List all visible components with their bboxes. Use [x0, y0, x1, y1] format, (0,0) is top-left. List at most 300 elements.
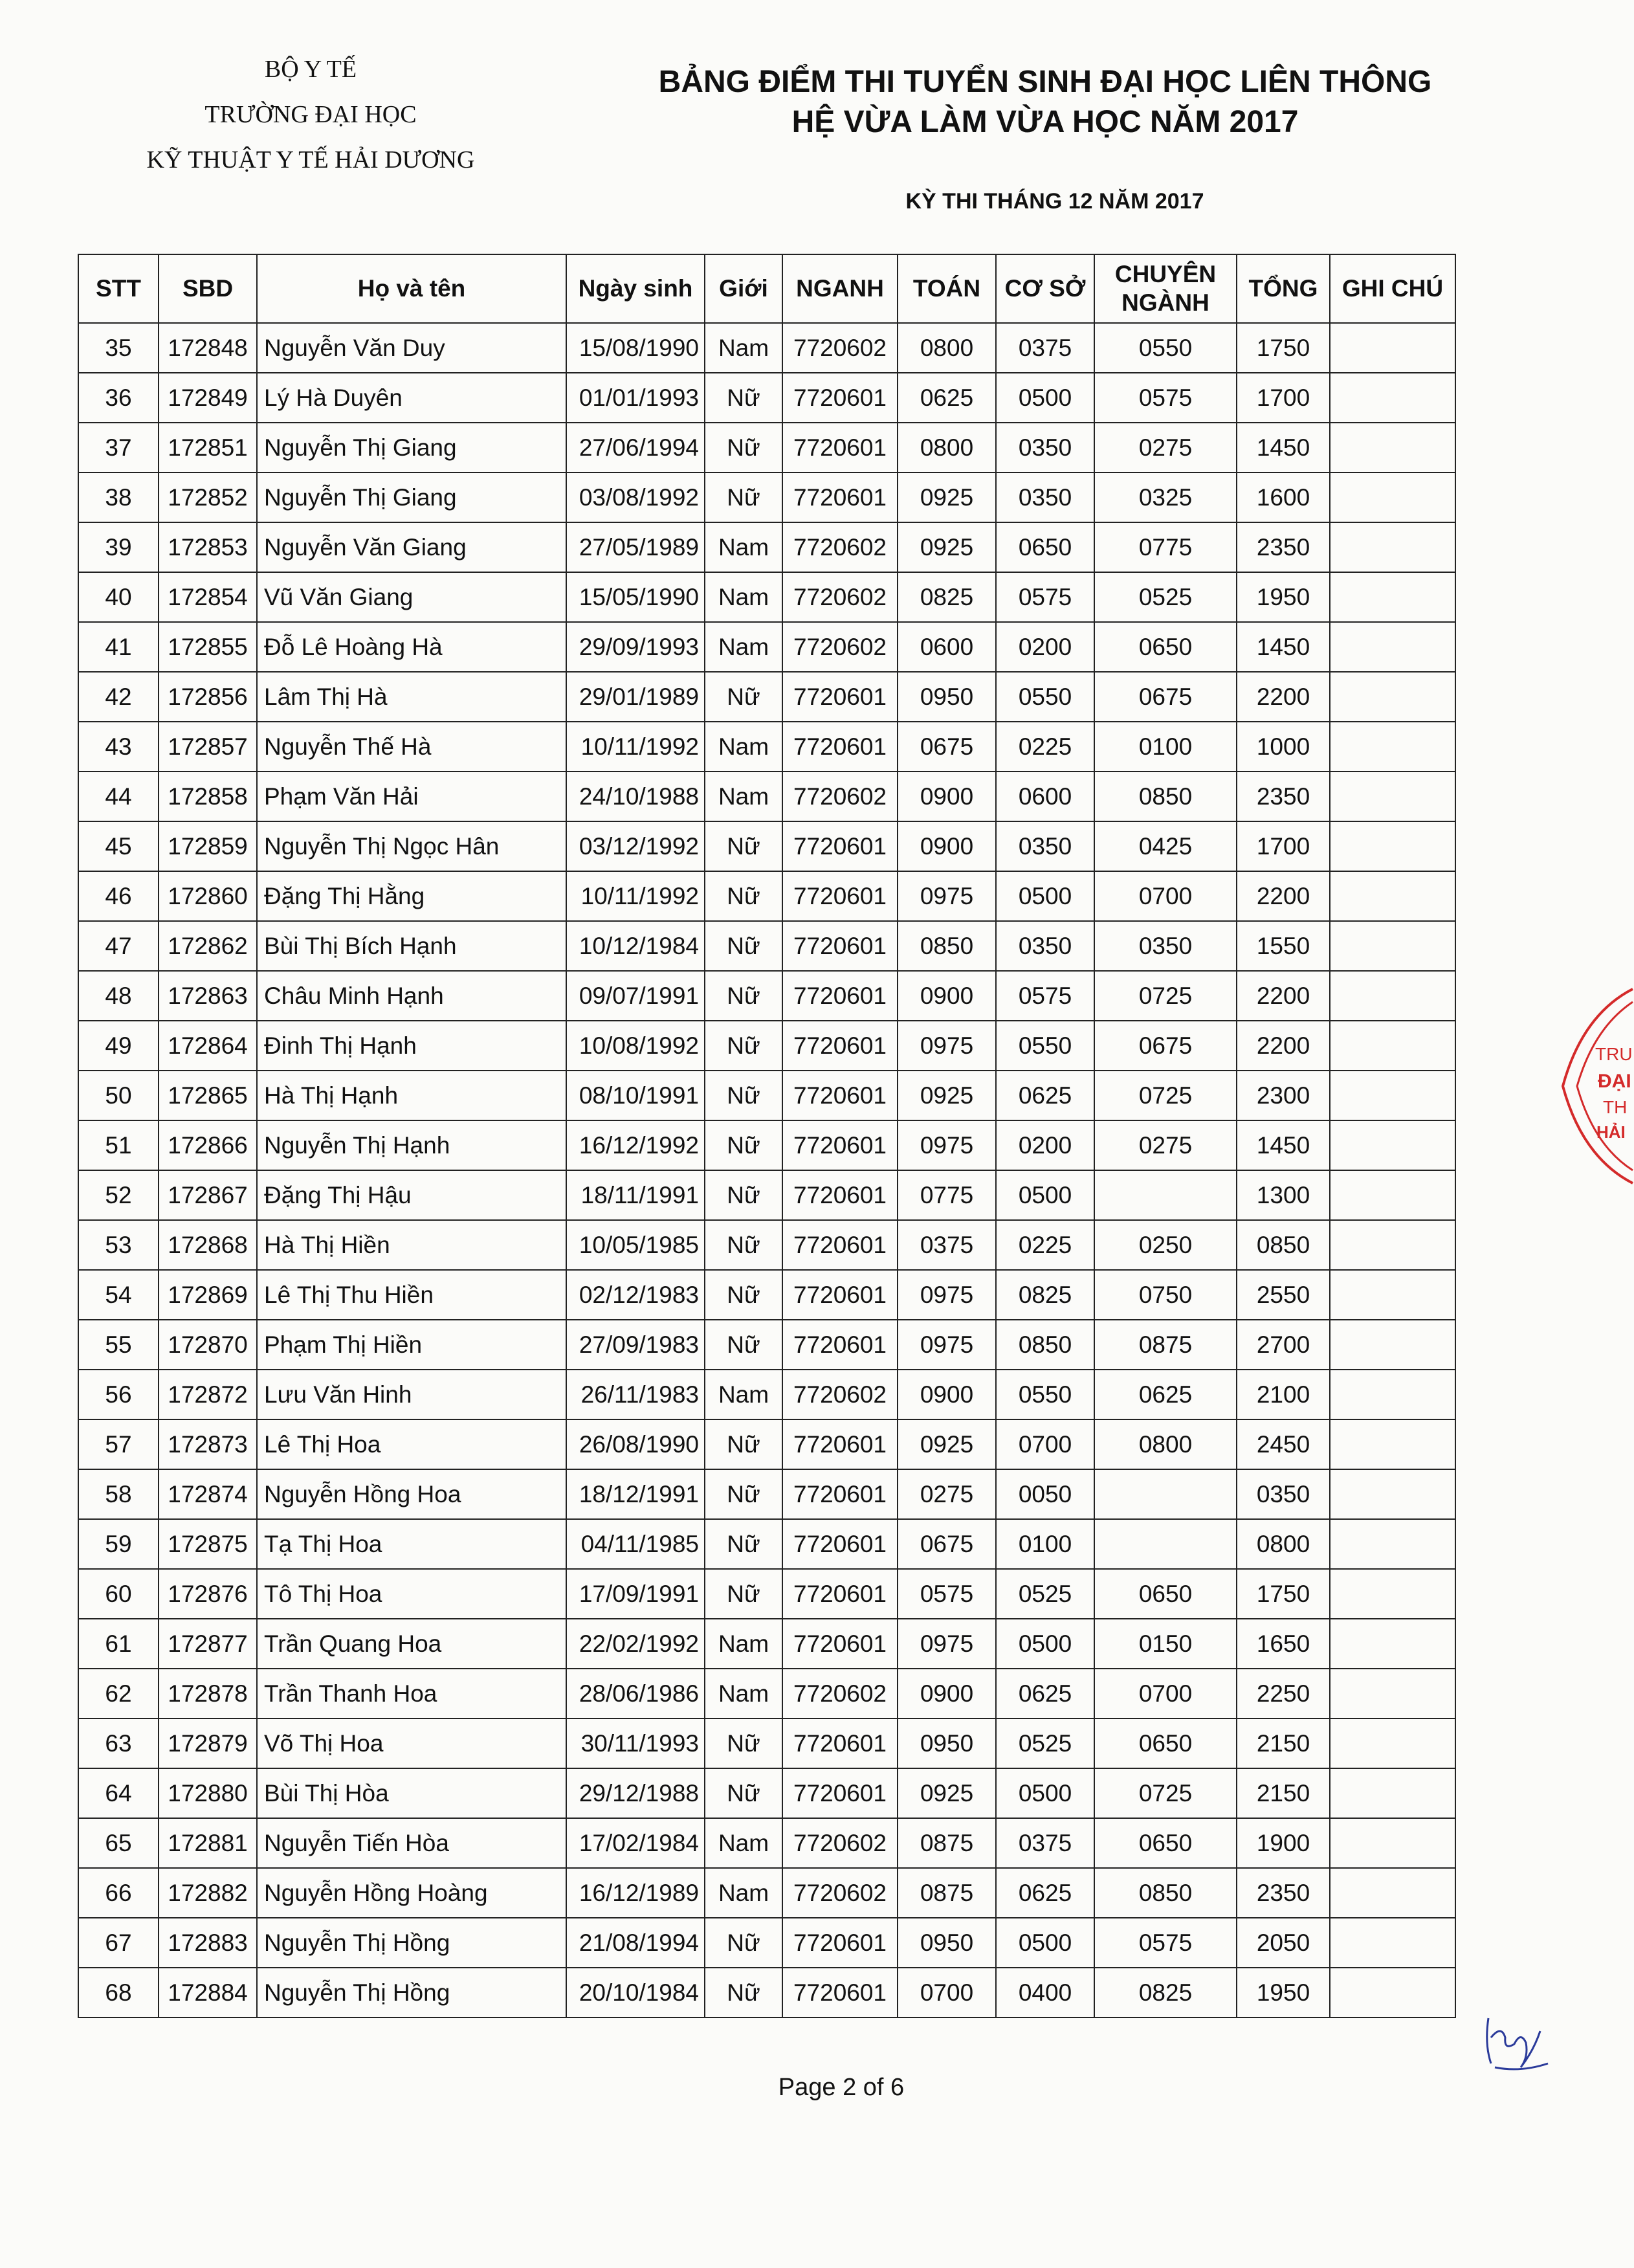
cell-gender: Nữ [705, 1968, 782, 2018]
issuer-block [97, 47, 524, 183]
col-dob: Ngày sinh [566, 254, 705, 323]
cell-specialty: 0825 [1094, 1968, 1237, 2018]
cell-dob: 27/06/1994 [566, 423, 705, 472]
cell-major: 7720602 [782, 522, 898, 572]
cell-gender: Nữ [705, 1768, 782, 1818]
cell-name: Nguyễn Tiến Hòa [257, 1818, 566, 1868]
cell-name: Nguyễn Hồng Hoàng [257, 1868, 566, 1918]
cell-dob: 09/07/1991 [566, 971, 705, 1021]
cell-name: Đặng Thị Hậu [257, 1170, 566, 1220]
cell-base: 0850 [996, 1320, 1094, 1370]
cell-major: 7720602 [782, 1868, 898, 1918]
cell-stt: 50 [78, 1071, 159, 1120]
cell-stt: 51 [78, 1120, 159, 1170]
cell-total: 2300 [1237, 1071, 1330, 1120]
cell-note [1330, 1519, 1455, 1569]
cell-stt: 52 [78, 1170, 159, 1220]
cell-specialty: 0625 [1094, 1370, 1237, 1419]
cell-math: 0575 [898, 1569, 996, 1619]
cell-note [1330, 423, 1455, 472]
table-row [78, 622, 1455, 672]
cell-gender: Nam [705, 1370, 782, 1419]
cell-sbd: 172854 [159, 572, 257, 622]
cell-sbd: 172875 [159, 1519, 257, 1569]
cell-base: 0575 [996, 971, 1094, 1021]
cell-name: Trần Thanh Hoa [257, 1669, 566, 1718]
cell-specialty: 0425 [1094, 821, 1237, 871]
cell-dob: 22/02/1992 [566, 1619, 705, 1669]
cell-name: Võ Thị Hoa [257, 1718, 566, 1768]
cell-sbd: 172869 [159, 1270, 257, 1320]
cell-name: Tạ Thị Hoa [257, 1519, 566, 1569]
cell-dob: 30/11/1993 [566, 1718, 705, 1768]
cell-math: 0950 [898, 672, 996, 722]
cell-major: 7720601 [782, 1519, 898, 1569]
cell-base: 0500 [996, 1918, 1094, 1968]
cell-note [1330, 921, 1455, 971]
cell-dob: 17/09/1991 [566, 1569, 705, 1619]
cell-name: Bùi Thị Bích Hạnh [257, 921, 566, 971]
cell-note [1330, 522, 1455, 572]
cell-gender: Nữ [705, 1569, 782, 1619]
table-row [78, 921, 1455, 971]
cell-sbd: 172867 [159, 1170, 257, 1220]
cell-dob: 16/12/1989 [566, 1868, 705, 1918]
cell-note [1330, 1071, 1455, 1120]
cell-gender: Nam [705, 1669, 782, 1718]
cell-name: Nguyễn Thế Hà [257, 722, 566, 772]
table-row [78, 572, 1455, 622]
cell-dob: 18/12/1991 [566, 1469, 705, 1519]
cell-math: 0375 [898, 1220, 996, 1270]
cell-base: 0650 [996, 522, 1094, 572]
cell-total: 1450 [1237, 622, 1330, 672]
cell-name: Trần Quang Hoa [257, 1619, 566, 1669]
cell-note [1330, 1370, 1455, 1419]
table-row [78, 472, 1455, 522]
cell-dob: 03/12/1992 [566, 821, 705, 871]
cell-math: 0850 [898, 921, 996, 971]
cell-math: 0600 [898, 622, 996, 672]
table-row [78, 1669, 1455, 1718]
cell-major: 7720601 [782, 1469, 898, 1519]
cell-sbd: 172862 [159, 921, 257, 971]
table-row [78, 1220, 1455, 1270]
table-row [78, 1968, 1455, 2018]
table-row [78, 1918, 1455, 1968]
cell-stt: 41 [78, 622, 159, 672]
cell-name: Lê Thị Hoa [257, 1419, 566, 1469]
cell-specialty: 0525 [1094, 572, 1237, 622]
cell-sbd: 172858 [159, 772, 257, 821]
table-row [78, 1370, 1455, 1419]
cell-total: 1900 [1237, 1818, 1330, 1868]
cell-name: Hà Thị Hiền [257, 1220, 566, 1270]
cell-math: 0900 [898, 772, 996, 821]
cell-major: 7720601 [782, 921, 898, 971]
cell-math: 0825 [898, 572, 996, 622]
col-specialty [1094, 254, 1237, 323]
cell-math: 0875 [898, 1818, 996, 1868]
cell-dob: 17/02/1984 [566, 1818, 705, 1868]
col-base: CƠ SỞ [996, 254, 1094, 323]
cell-base: 0050 [996, 1469, 1094, 1519]
col-total: TỔNG [1237, 254, 1330, 323]
school-name-line1: TRƯỜNG ĐẠI HỌC [204, 101, 417, 128]
cell-note [1330, 1120, 1455, 1170]
cell-specialty: 0350 [1094, 921, 1237, 971]
cell-note [1330, 722, 1455, 772]
initials-signature [1475, 2005, 1553, 2076]
cell-base: 0500 [996, 1170, 1094, 1220]
cell-math: 0675 [898, 1519, 996, 1569]
cell-stt: 42 [78, 672, 159, 722]
cell-stt: 60 [78, 1569, 159, 1619]
cell-sbd: 172878 [159, 1669, 257, 1718]
col-gender: Giới [705, 254, 782, 323]
cell-stt: 54 [78, 1270, 159, 1320]
cell-total: 2550 [1237, 1270, 1330, 1320]
cell-base: 0500 [996, 373, 1094, 423]
cell-math: 0950 [898, 1918, 996, 1968]
cell-math: 0900 [898, 971, 996, 1021]
cell-base: 0225 [996, 722, 1094, 772]
score-body [78, 323, 1455, 2018]
cell-gender: Nam [705, 622, 782, 672]
cell-base: 0625 [996, 1868, 1094, 1918]
cell-dob: 10/12/1984 [566, 921, 705, 971]
cell-base: 0350 [996, 472, 1094, 522]
cell-major: 7720602 [782, 1370, 898, 1419]
cell-specialty: 0650 [1094, 1569, 1237, 1619]
cell-total: 1750 [1237, 323, 1330, 373]
cell-base: 0625 [996, 1669, 1094, 1718]
cell-math: 0975 [898, 1270, 996, 1320]
cell-total: 0850 [1237, 1220, 1330, 1270]
cell-note [1330, 1021, 1455, 1071]
cell-gender: Nữ [705, 472, 782, 522]
cell-total: 1450 [1237, 423, 1330, 472]
cell-name: Nguyễn Thị Giang [257, 423, 566, 472]
cell-base: 0500 [996, 1619, 1094, 1669]
cell-stt: 48 [78, 971, 159, 1021]
cell-math: 0900 [898, 1669, 996, 1718]
red-stamp-fragment [1556, 976, 1634, 1196]
cell-stt: 65 [78, 1818, 159, 1868]
cell-note [1330, 1170, 1455, 1220]
cell-sbd: 172856 [159, 672, 257, 722]
cell-specialty: 0575 [1094, 373, 1237, 423]
cell-sbd: 172870 [159, 1320, 257, 1370]
table-row [78, 323, 1455, 373]
cell-note [1330, 323, 1455, 373]
cell-stt: 66 [78, 1868, 159, 1918]
cell-total: 2200 [1237, 971, 1330, 1021]
cell-stt: 49 [78, 1021, 159, 1071]
cell-sbd: 172857 [159, 722, 257, 772]
cell-dob: 10/05/1985 [566, 1220, 705, 1270]
cell-dob: 03/08/1992 [566, 472, 705, 522]
col-name: Họ và tên [257, 254, 566, 323]
cell-name: Hà Thị Hạnh [257, 1071, 566, 1120]
cell-name: Nguyễn Thị Ngọc Hân [257, 821, 566, 871]
cell-name: Châu Minh Hạnh [257, 971, 566, 1021]
cell-dob: 02/12/1983 [566, 1270, 705, 1320]
cell-math: 0925 [898, 1071, 996, 1120]
cell-gender: Nữ [705, 1270, 782, 1320]
cell-specialty: 0650 [1094, 1718, 1237, 1768]
cell-stt: 64 [78, 1768, 159, 1818]
table-row [78, 1818, 1455, 1868]
cell-name: Lý Hà Duyên [257, 373, 566, 423]
cell-gender: Nữ [705, 821, 782, 871]
cell-specialty: 0275 [1094, 423, 1237, 472]
cell-stt: 37 [78, 423, 159, 472]
cell-dob: 29/09/1993 [566, 622, 705, 672]
cell-total: 2050 [1237, 1918, 1330, 1968]
cell-stt: 56 [78, 1370, 159, 1419]
cell-math: 0975 [898, 1120, 996, 1170]
cell-math: 0925 [898, 1419, 996, 1469]
cell-dob: 18/11/1991 [566, 1170, 705, 1220]
cell-dob: 20/10/1984 [566, 1968, 705, 2018]
cell-specialty: 0700 [1094, 871, 1237, 921]
cell-total: 2200 [1237, 1021, 1330, 1071]
cell-gender: Nam [705, 323, 782, 373]
cell-stt: 55 [78, 1320, 159, 1370]
cell-base: 0350 [996, 423, 1094, 472]
cell-base: 0400 [996, 1968, 1094, 2018]
cell-specialty: 0550 [1094, 323, 1237, 373]
cell-base: 0200 [996, 1120, 1094, 1170]
cell-note [1330, 1918, 1455, 1968]
cell-math: 0700 [898, 1968, 996, 2018]
cell-gender: Nam [705, 722, 782, 772]
table-row [78, 1469, 1455, 1519]
cell-name: Nguyễn Thị Hồng [257, 1968, 566, 2018]
table-row [78, 722, 1455, 772]
cell-base: 0350 [996, 821, 1094, 871]
cell-base: 0375 [996, 1818, 1094, 1868]
cell-specialty: 0875 [1094, 1320, 1237, 1370]
cell-major: 7720601 [782, 672, 898, 722]
cell-major: 7720601 [782, 1120, 898, 1170]
table-row [78, 871, 1455, 921]
table-row [78, 1170, 1455, 1220]
cell-base: 0700 [996, 1419, 1094, 1469]
cell-total: 2100 [1237, 1370, 1330, 1419]
cell-sbd: 172855 [159, 622, 257, 672]
cell-specialty [1094, 1170, 1237, 1220]
cell-stt: 45 [78, 821, 159, 871]
cell-major: 7720601 [782, 1718, 898, 1768]
cell-name: Đặng Thị Hằng [257, 871, 566, 921]
cell-math: 0925 [898, 1768, 996, 1818]
cell-stt: 67 [78, 1918, 159, 1968]
cell-name: Lưu Văn Hinh [257, 1370, 566, 1419]
cell-name: Đỗ Lê Hoàng Hà [257, 622, 566, 672]
cell-note [1330, 1768, 1455, 1818]
cell-dob: 01/01/1993 [566, 373, 705, 423]
cell-major: 7720602 [782, 1818, 898, 1868]
cell-sbd: 172873 [159, 1419, 257, 1469]
cell-sbd: 172868 [159, 1220, 257, 1270]
cell-math: 0800 [898, 323, 996, 373]
cell-name: Nguyễn Thị Hồng [257, 1918, 566, 1968]
cell-sbd: 172863 [159, 971, 257, 1021]
stamp-seal [1556, 976, 1634, 1196]
cell-total: 2350 [1237, 1868, 1330, 1918]
cell-specialty: 0150 [1094, 1619, 1237, 1669]
cell-dob: 26/11/1983 [566, 1370, 705, 1419]
cell-base: 0625 [996, 1071, 1094, 1120]
cell-gender: Nữ [705, 871, 782, 921]
cell-gender: Nam [705, 572, 782, 622]
cell-base: 0550 [996, 672, 1094, 722]
cell-gender: Nữ [705, 1170, 782, 1220]
title-line2: HỆ VỪA LÀM VỪA HỌC NĂM 2017 [791, 105, 1299, 139]
table-row [78, 971, 1455, 1021]
cell-base: 0575 [996, 572, 1094, 622]
table-row [78, 373, 1455, 423]
cell-name: Bùi Thị Hòa [257, 1768, 566, 1818]
cell-stt: 62 [78, 1669, 159, 1718]
cell-major: 7720601 [782, 871, 898, 921]
col-major: NGANH [782, 254, 898, 323]
table-row [78, 1270, 1455, 1320]
cell-total: 2700 [1237, 1320, 1330, 1370]
cell-total: 1950 [1237, 572, 1330, 622]
table-row [78, 1519, 1455, 1569]
cell-note [1330, 572, 1455, 622]
cell-stt: 68 [78, 1968, 159, 2018]
cell-major: 7720601 [782, 1918, 898, 1968]
svg-text:TRU: TRU [1595, 1044, 1633, 1064]
cell-base: 0200 [996, 622, 1094, 672]
cell-specialty: 0650 [1094, 1818, 1237, 1868]
cell-total: 2350 [1237, 522, 1330, 572]
cell-stt: 38 [78, 472, 159, 522]
cell-note [1330, 1619, 1455, 1669]
cell-name: Lê Thị Thu Hiền [257, 1270, 566, 1320]
cell-stt: 53 [78, 1220, 159, 1270]
cell-major: 7720602 [782, 323, 898, 373]
cell-specialty: 0725 [1094, 1768, 1237, 1818]
cell-specialty [1094, 1519, 1237, 1569]
cell-specialty: 0750 [1094, 1270, 1237, 1320]
cell-name: Đinh Thị Hạnh [257, 1021, 566, 1071]
cell-note [1330, 1270, 1455, 1320]
cell-base: 0600 [996, 772, 1094, 821]
cell-note [1330, 373, 1455, 423]
cell-sbd: 172849 [159, 373, 257, 423]
cell-note [1330, 1320, 1455, 1370]
score-table [78, 254, 1456, 2018]
cell-gender: Nữ [705, 971, 782, 1021]
cell-sbd: 172882 [159, 1868, 257, 1918]
cell-dob: 27/09/1983 [566, 1320, 705, 1370]
cell-name: Nguyễn Hồng Hoa [257, 1469, 566, 1519]
cell-specialty: 0725 [1094, 971, 1237, 1021]
cell-stt: 40 [78, 572, 159, 622]
cell-major: 7720602 [782, 1669, 898, 1718]
cell-sbd: 172879 [159, 1718, 257, 1768]
cell-major: 7720601 [782, 1419, 898, 1469]
cell-stt: 57 [78, 1419, 159, 1469]
cell-note [1330, 1968, 1455, 2018]
table-row [78, 423, 1455, 472]
table-row [78, 1071, 1455, 1120]
cell-dob: 15/05/1990 [566, 572, 705, 622]
cell-dob: 21/08/1994 [566, 1918, 705, 1968]
cell-dob: 15/08/1990 [566, 323, 705, 373]
cell-note [1330, 871, 1455, 921]
cell-sbd: 172880 [159, 1768, 257, 1818]
cell-gender: Nữ [705, 373, 782, 423]
cell-major: 7720601 [782, 1968, 898, 2018]
cell-name: Tô Thị Hoa [257, 1569, 566, 1619]
cell-name: Nguyễn Thị Hạnh [257, 1120, 566, 1170]
cell-specialty [1094, 1469, 1237, 1519]
cell-sbd: 172881 [159, 1818, 257, 1868]
cell-math: 0275 [898, 1469, 996, 1519]
exam-session: KỲ THI THÁNG 12 NĂM 2017 [905, 189, 1204, 214]
cell-total: 1550 [1237, 921, 1330, 971]
table-row [78, 1419, 1455, 1469]
cell-total: 1450 [1237, 1120, 1330, 1170]
cell-dob: 29/01/1989 [566, 672, 705, 722]
cell-gender: Nữ [705, 1469, 782, 1519]
cell-total: 2450 [1237, 1419, 1330, 1469]
cell-math: 0875 [898, 1868, 996, 1918]
cell-note [1330, 1220, 1455, 1270]
cell-math: 0675 [898, 722, 996, 772]
cell-major: 7720601 [782, 971, 898, 1021]
cell-major: 7720601 [782, 423, 898, 472]
cell-sbd: 172851 [159, 423, 257, 472]
cell-name: Nguyễn Văn Giang [257, 522, 566, 572]
cell-gender: Nữ [705, 1220, 782, 1270]
document-title [569, 62, 1521, 142]
cell-gender: Nữ [705, 672, 782, 722]
cell-specialty: 0275 [1094, 1120, 1237, 1170]
cell-sbd: 172877 [159, 1619, 257, 1669]
cell-gender: Nữ [705, 1021, 782, 1071]
cell-stt: 63 [78, 1718, 159, 1768]
cell-note [1330, 1718, 1455, 1768]
cell-major: 7720601 [782, 373, 898, 423]
cell-total: 2150 [1237, 1768, 1330, 1818]
cell-specialty: 0325 [1094, 472, 1237, 522]
cell-dob: 24/10/1988 [566, 772, 705, 821]
table-row [78, 1619, 1455, 1669]
cell-note [1330, 672, 1455, 722]
cell-math: 0975 [898, 871, 996, 921]
cell-math: 0925 [898, 522, 996, 572]
cell-sbd: 172866 [159, 1120, 257, 1170]
cell-major: 7720602 [782, 772, 898, 821]
cell-specialty: 0850 [1094, 772, 1237, 821]
cell-base: 0550 [996, 1021, 1094, 1071]
cell-total: 2200 [1237, 871, 1330, 921]
cell-stt: 59 [78, 1519, 159, 1569]
cell-gender: Nữ [705, 1419, 782, 1469]
cell-base: 0375 [996, 323, 1094, 373]
cell-base: 0225 [996, 1220, 1094, 1270]
cell-specialty: 0700 [1094, 1669, 1237, 1718]
cell-total: 2350 [1237, 772, 1330, 821]
cell-name: Lâm Thị Hà [257, 672, 566, 722]
